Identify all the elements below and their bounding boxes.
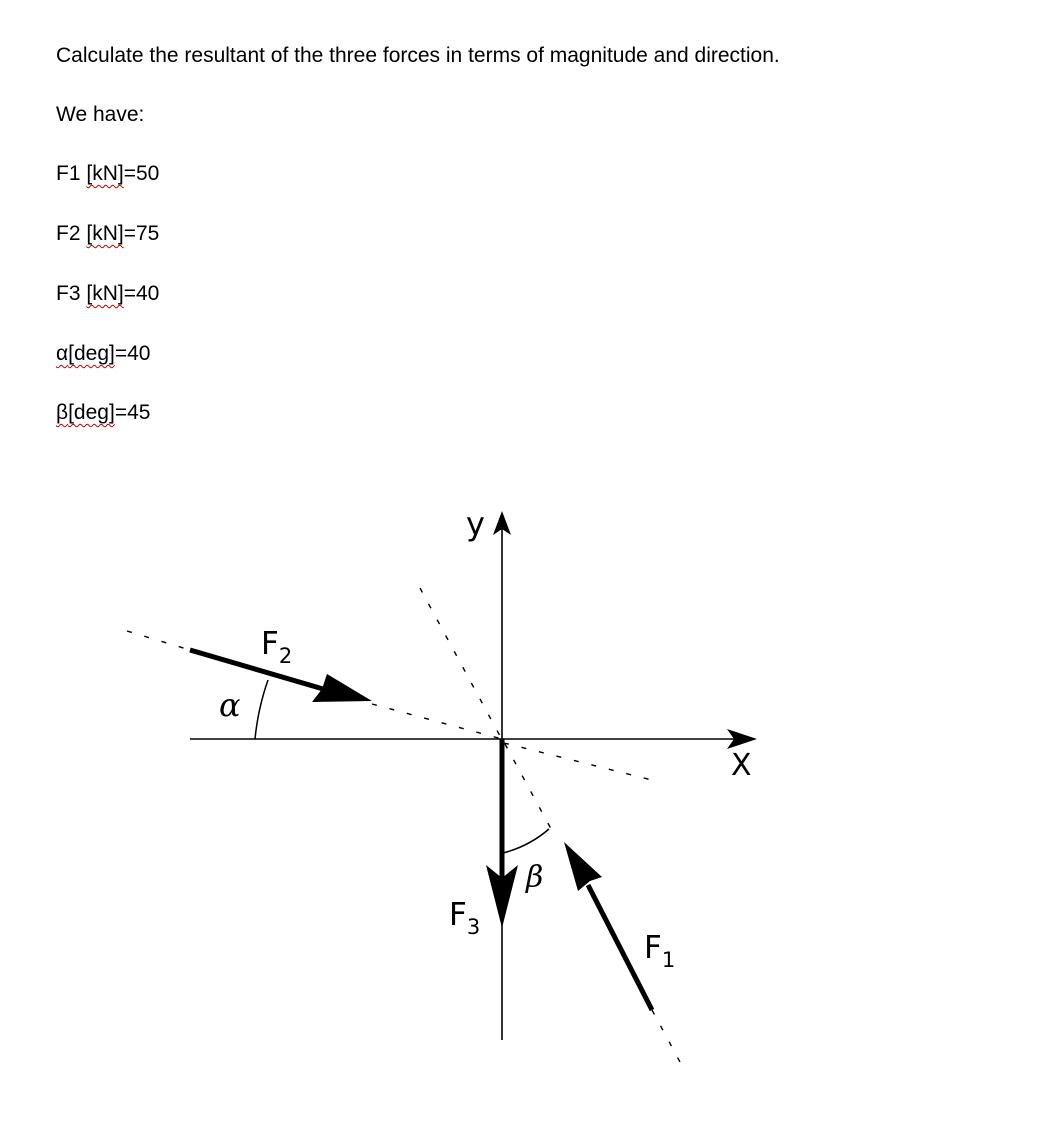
given-alpha-unit: [deg]: [68, 342, 115, 365]
f1-label-main: F: [644, 930, 662, 966]
f2-label-main: F: [261, 626, 279, 662]
beta-arc: [503, 829, 549, 853]
f1-label: [644, 930, 675, 972]
given-f1-value: =50: [123, 162, 160, 185]
f2-label-subscript: 2: [278, 644, 293, 668]
alpha-arc: [255, 680, 268, 739]
given-alpha-key: α: [56, 342, 69, 365]
given-beta-unit: [deg]: [68, 401, 115, 424]
given-beta-key: β: [56, 401, 69, 424]
given-f1-unit: [kN]: [86, 162, 124, 185]
problem-question: Calculate the resultant of the three forces in terms of magnitude and direction.: [56, 44, 780, 67]
given-f2-key: F2: [56, 222, 81, 245]
f3-label-subscript: 3: [466, 915, 481, 939]
beta-label: β: [526, 860, 544, 895]
f2-extension-back: [127, 631, 190, 650]
given-f1-key: F1: [56, 162, 81, 185]
f1-label-subscript: 1: [661, 948, 676, 972]
f2-label: [261, 626, 292, 668]
f1-shaft: [588, 885, 652, 1010]
given-beta-value: =45: [114, 401, 151, 424]
given-alpha-value: =40: [114, 342, 151, 365]
given-f2-unit: [kN]: [86, 222, 124, 245]
given-intro: We have:: [56, 103, 145, 126]
y-axis-label: y: [466, 505, 485, 543]
given-f3-key: F3: [56, 282, 81, 305]
f1-line-of-action: [505, 744, 556, 838]
given-f3-value: =40: [123, 282, 160, 305]
f2-extension-front: [372, 704, 502, 739]
given-f3-unit: [kN]: [86, 282, 124, 305]
x-axis-label: X: [731, 748, 752, 783]
alpha-label: α: [219, 686, 241, 724]
f3-label-main: F: [449, 897, 467, 933]
f2-shaft: [190, 650, 330, 691]
reference-dashed-line-upper: [420, 588, 500, 736]
f1-arrowhead: [564, 842, 602, 891]
given-f2-value: =75: [123, 222, 160, 245]
reference-dashed-line-right: [504, 743, 660, 782]
f1-extension-back: [652, 1010, 680, 1062]
f3-label: [449, 897, 480, 939]
